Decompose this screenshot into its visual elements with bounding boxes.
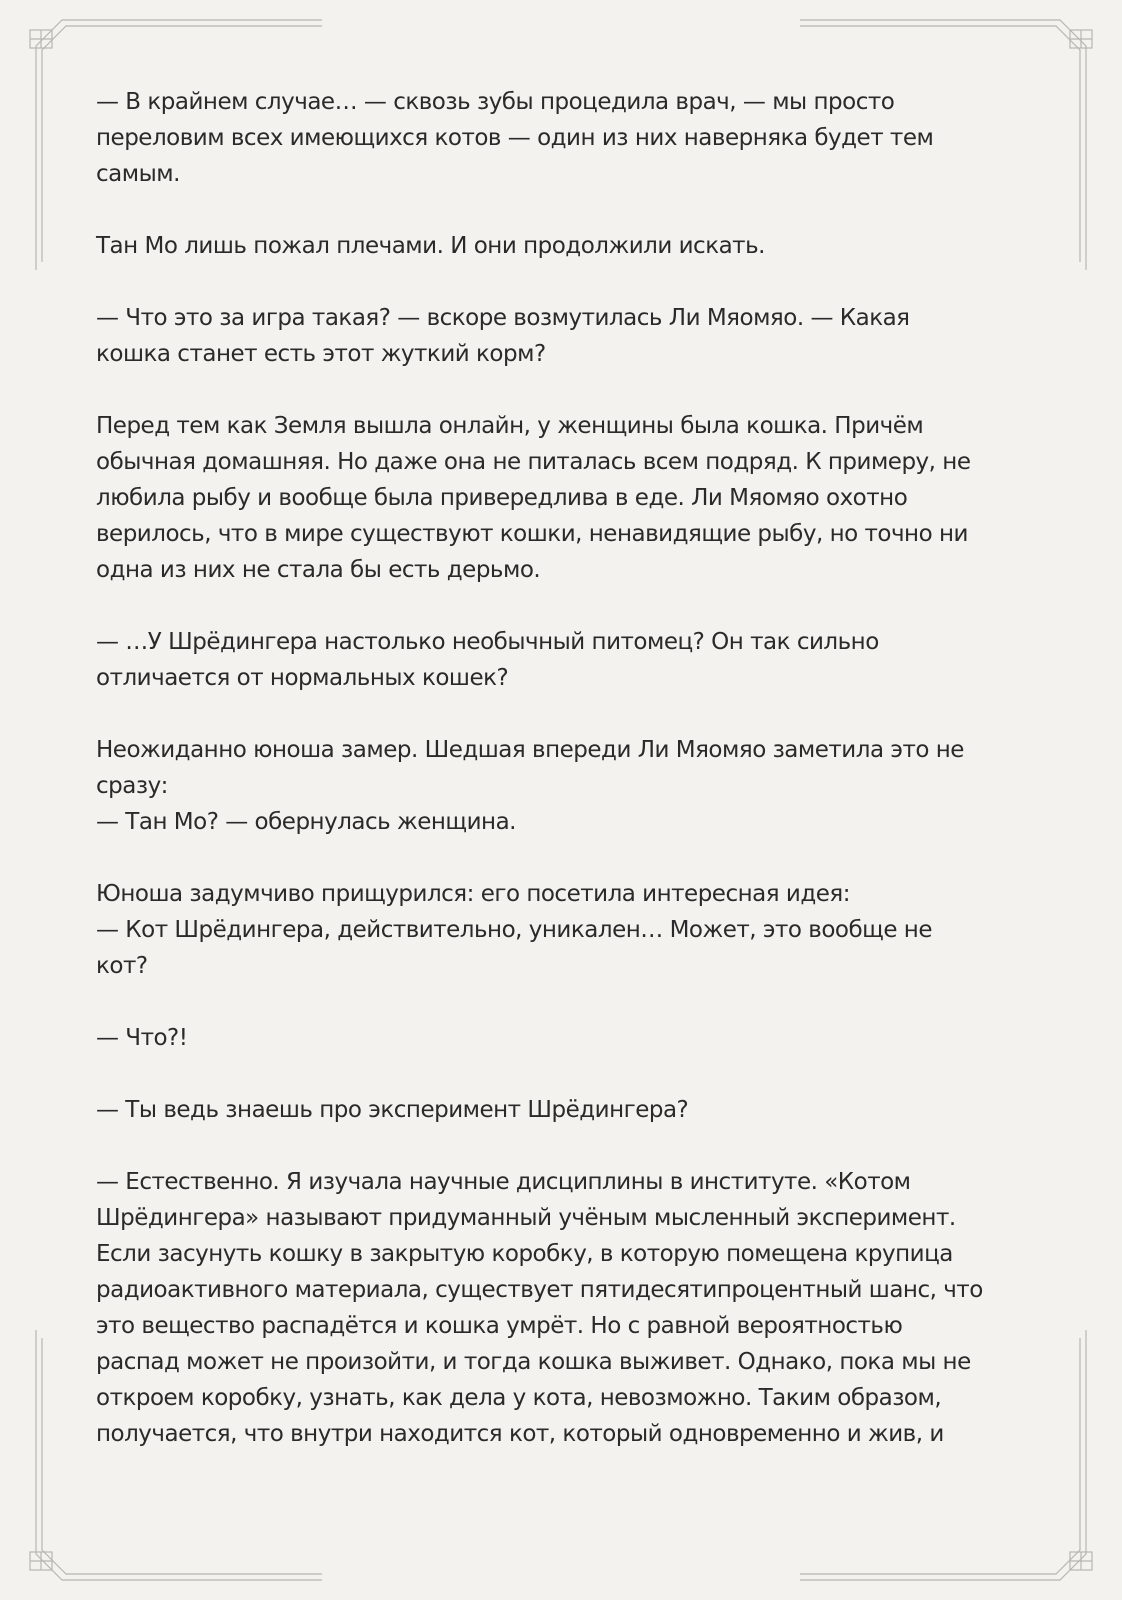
text-line: отличается от нормальных кошек? xyxy=(96,665,509,691)
text-line: — В крайнем случае… — сквозь зубы процедила врач, — мы просто xyxy=(96,89,895,115)
text-line: — Кот Шрёдингера, действительно, уникален… Может, это вообще не xyxy=(96,917,932,943)
text-line: Перед тем как Земля вышла онлайн, у женщины была кошка. Причём xyxy=(96,413,924,439)
text-line: кошка станет есть этот жуткий корм? xyxy=(96,341,546,367)
text-line: — …У Шрёдингера настолько необычный питомец? Он так сильно xyxy=(96,629,879,655)
text-line: — Ты ведь знаешь про эксперимент Шрёдингера? xyxy=(96,1097,689,1123)
text-line: Юноша задумчиво прищурился: его посетила интересная идея: xyxy=(96,881,850,907)
text-line: верилось, что в мире существуют кошки, ненавидящие рыбу, но точно ни xyxy=(96,521,968,547)
text-line: — Тан Мо? — обернулась женщина. xyxy=(96,809,516,835)
text-line: Если засунуть кошку в закрытую коробку, в которую помещена крупица xyxy=(96,1241,953,1267)
paragraph xyxy=(96,732,1026,840)
text-line: получается, что внутри находится кот, который одновременно и жив, и xyxy=(96,1421,944,1447)
paragraph xyxy=(96,228,1026,264)
paragraph xyxy=(96,624,1026,696)
paragraph xyxy=(96,1020,1026,1056)
text-line: — Что это за игра такая? — вскоре возмутилась Ли Мяомяо. — Какая xyxy=(96,305,910,331)
text-line: откроем коробку, узнать, как дела у кота, невозможно. Таким образом, xyxy=(96,1385,942,1411)
paragraph xyxy=(96,408,1026,588)
text-line: Неожиданно юноша замер. Шедшая впереди Ли Мяомяо заметила это не xyxy=(96,737,964,763)
text-line: распад может не произойти, и тогда кошка выживет. Однако, пока мы не xyxy=(96,1349,971,1375)
text-line: Шрёдингера» называют придуманный учёным мысленный эксперимент. xyxy=(96,1205,956,1231)
paragraph xyxy=(96,300,1026,372)
text-line: самым. xyxy=(96,161,180,187)
text-line: радиоактивного материала, существует пятидесятипроцентный шанс, что xyxy=(96,1277,983,1303)
text-line: любила рыбу и вообще была привередлива в еде. Ли Мяомяо охотно xyxy=(96,485,908,511)
text-line: переловим всех имеющихся котов — один из них наверняка будет тем xyxy=(96,125,934,151)
text-line: сразу: xyxy=(96,773,168,799)
chapter-text xyxy=(96,84,1026,1488)
paragraph xyxy=(96,1164,1026,1452)
paragraph xyxy=(96,84,1026,192)
paragraph xyxy=(96,1092,1026,1128)
text-line: это вещество распадётся и кошка умрёт. Но с равной вероятностью xyxy=(96,1313,903,1339)
text-line: одна из них не стала бы есть дерьмо. xyxy=(96,557,541,583)
text-line: — Что?! xyxy=(96,1025,188,1051)
text-line: обычная домашняя. Но даже она не питалась всем подряд. К примеру, не xyxy=(96,449,971,475)
text-line: Тан Мо лишь пожал плечами. И они продолжили искать. xyxy=(96,233,765,259)
text-line: — Естественно. Я изучала научные дисциплины в институте. «Котом xyxy=(96,1169,911,1195)
text-line: кот? xyxy=(96,953,148,979)
paragraph xyxy=(96,876,1026,984)
